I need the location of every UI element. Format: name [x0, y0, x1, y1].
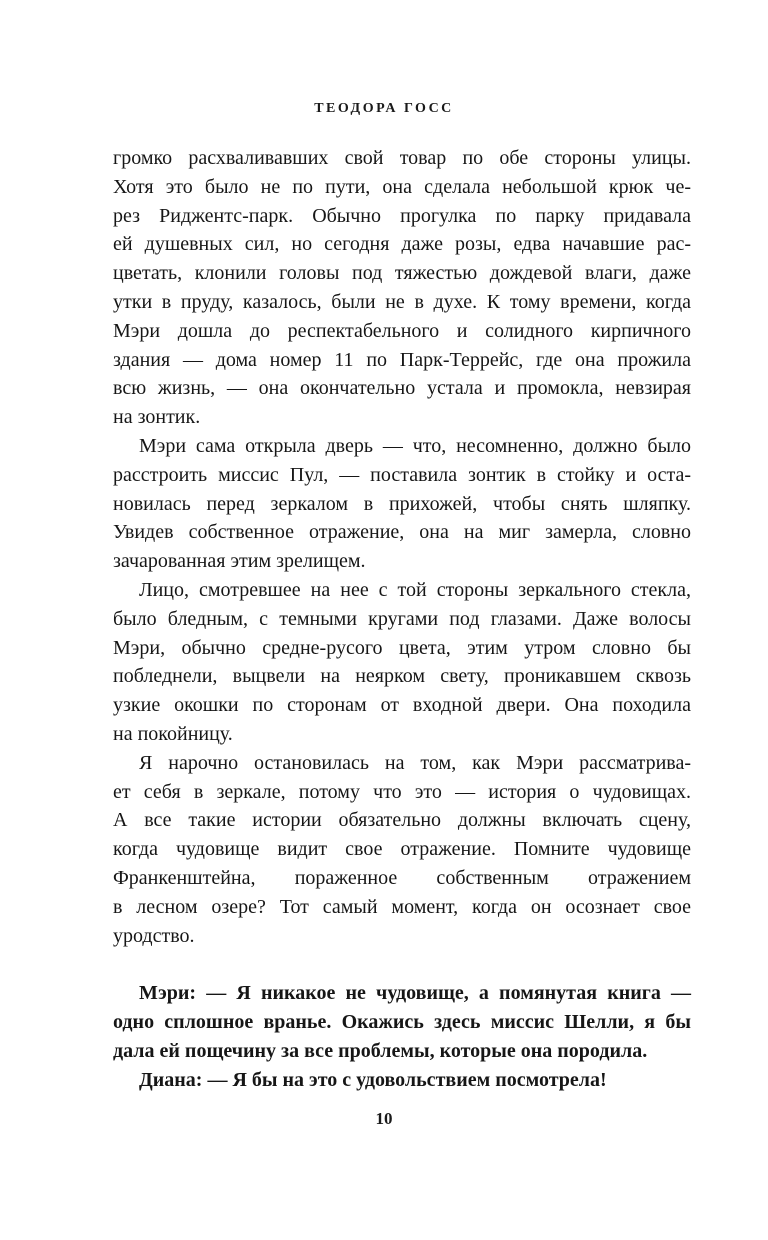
text-line: на зонтик.: [113, 406, 201, 429]
text-line: уродство.: [113, 924, 195, 947]
text-line: Франкенштейна, пораженное собственным отражением: [113, 866, 691, 889]
text-line: одно сплошное вранье. Окажись здесь миссис Шелли, я бы: [113, 1010, 691, 1033]
paragraph: [113, 749, 691, 951]
text-line: Хотя это было не по пути, она сделала небольшой крюк че-: [113, 175, 691, 198]
paragraph: [113, 576, 691, 749]
text-line: громко расхваливавших свой товар по обе стороны улицы.: [113, 147, 691, 169]
text-line: утки в пруду, казалось, были не в духе. К тому времени, когда: [113, 290, 691, 313]
text-line: когда чудовище видит свое отражение. Помните чудовище: [113, 838, 691, 861]
paragraph: [113, 144, 691, 432]
text-line: Увидев собственное отражение, она на миг замерла, словно: [113, 521, 691, 544]
text-line: А все такие истории обязательно должны включать сцену,: [113, 809, 691, 832]
running-header: ТЕОДОРА ГОСС: [314, 101, 454, 116]
text-line: Я нарочно остановилась на том, как Мэри рассматрива-: [139, 751, 691, 774]
text-line: новилась перед зеркалом в прихожей, чтобы снять шляпку.: [113, 492, 691, 515]
text-line: узкие окошки по сторонам от входной двери. Она походила: [113, 694, 691, 717]
text-line: цветать, клонили головы под тяжестью дождевой влаги, даже: [113, 262, 691, 285]
text-line: Мэри сама открыла дверь — что, несомненно, должно было: [139, 434, 691, 457]
text-line: дала ей пощечину за все проблемы, которые она породила.: [113, 1039, 648, 1062]
dialogue-paragraph: [113, 1066, 691, 1095]
text-line: рез Риджентс-парк. Обычно прогулка по парку придавала: [113, 204, 691, 227]
text-line: Мэри, обычно средне-русого цвета, этим утром словно бы: [113, 636, 691, 659]
page-number: 10: [375, 1109, 393, 1128]
text-line: всю жизнь, — она окончательно устала и промокла, невзирая: [113, 377, 691, 400]
text-line: Лицо, смотревшее на нее с той стороны зеркального стекла,: [139, 578, 691, 601]
paragraph: [113, 432, 691, 576]
text-line: было бледным, с темными кругами под глазами. Даже волосы: [113, 607, 691, 630]
text-line: Мэри дошла до респектабельного и солидного кирпичного: [113, 319, 691, 342]
dialogue-paragraph: [113, 979, 691, 1065]
text-line: зачарованная этим зрелищем.: [113, 550, 366, 573]
text-line: здания — дома номер 11 по Парк-Террейс, где она прожила: [113, 348, 691, 371]
text-line: на покойницу.: [113, 722, 233, 745]
text-line: Диана: — Я бы на это с удовольствием посмотрела!: [139, 1068, 607, 1091]
text-line: расстроить миссис Пул, — поставила зонтик в стойку и оста-: [113, 463, 691, 486]
body-text-block: [113, 144, 691, 1094]
text-line: Мэри: — Я никакое не чудовище, а помянутая книга —: [139, 982, 691, 1005]
text-line: побледнели, выцвели на неярком свету, проникавшем сквозь: [113, 665, 691, 688]
text-line: ей душевных сил, но сегодня даже розы, едва начавшие рас-: [113, 233, 691, 256]
text-line: в лесном озере? Тот самый момент, когда он осознает свое: [113, 895, 691, 918]
text-line: ет себя в зеркале, потому что это — история о чудовищах.: [113, 780, 691, 803]
